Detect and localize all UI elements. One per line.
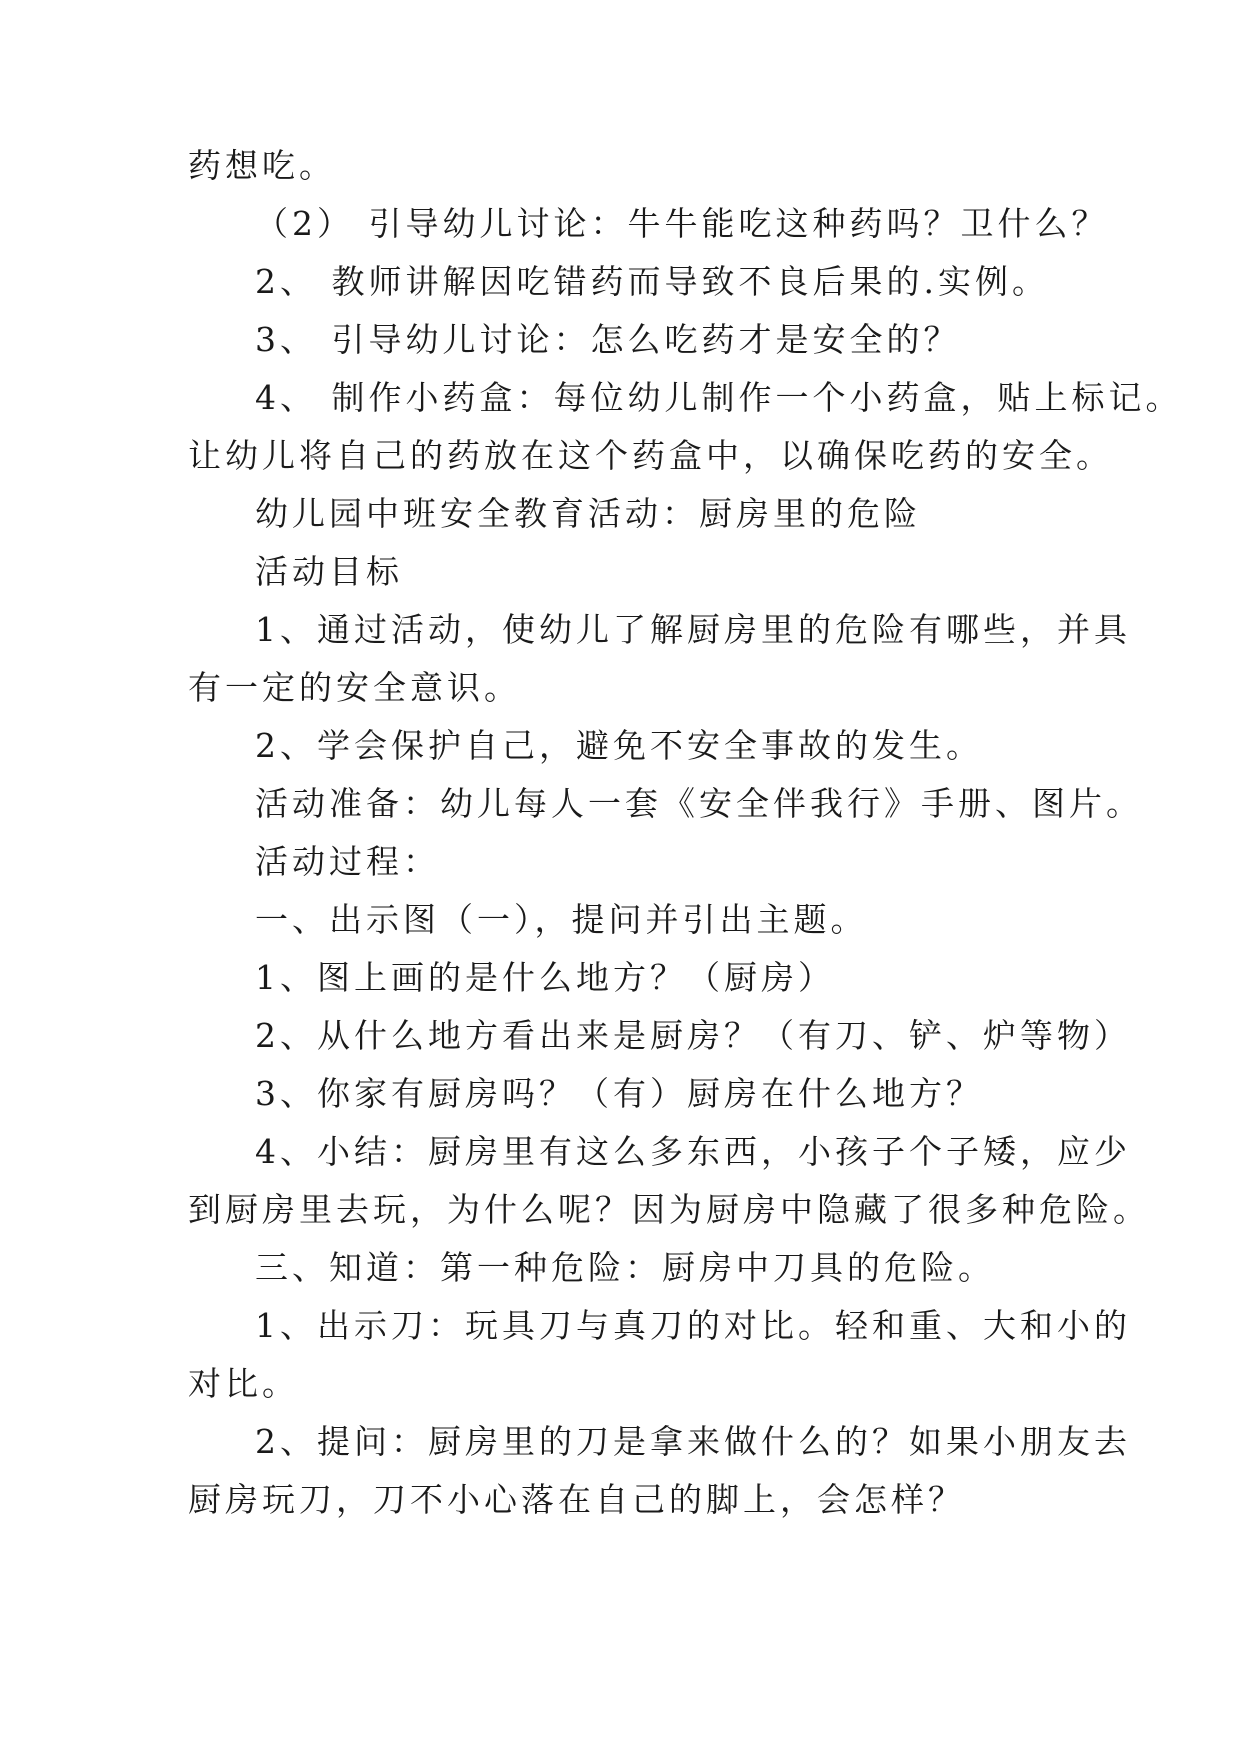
- text-line: （2） 引导幼儿讨论：牛牛能吃这种药吗？卫什么？: [255, 204, 1109, 243]
- text-line: 1、图上画的是什么地方？（厨房）: [255, 958, 835, 997]
- text-line: 三、知道：第一种危险：厨房中刀具的危险。: [255, 1248, 995, 1287]
- text-line: 4、 制作小药盒：每位幼儿制作一个小药盒，贴上标记。: [255, 378, 1183, 417]
- text-line: 3、你家有厨房吗？（有）厨房在什么地方？: [255, 1074, 983, 1113]
- text-line: 1、出示刀：玩具刀与真刀的对比。轻和重、大和小的: [255, 1306, 1131, 1345]
- text-line: 活动准备：幼儿每人一套《安全伴我行》手册、图片。: [255, 784, 1143, 823]
- text-line: 幼儿园中班安全教育活动：厨房里的危险: [255, 494, 921, 533]
- text-line: 2、 教师讲解因吃错药而导致不良后果的.实例。: [255, 262, 1049, 301]
- text-line: 3、 引导幼儿讨论：怎么吃药才是安全的？: [255, 320, 961, 359]
- text-line: 4、小结：厨房里有这么多东西，小孩子个子矮，应少: [255, 1132, 1131, 1171]
- text-line: 到厨房里去玩，为什么呢？因为厨房中隐藏了很多种危险。: [188, 1190, 1150, 1229]
- text-line: 2、提问：厨房里的刀是拿来做什么的？如果小朋友去: [255, 1422, 1131, 1461]
- text-line: 活动过程：: [255, 842, 440, 881]
- text-line: 厨房玩刀，刀不小心落在自己的脚上，会怎样？: [188, 1480, 965, 1519]
- text-line: 对比。: [188, 1364, 299, 1403]
- text-line: 2、学会保护自己，避免不安全事故的发生。: [255, 726, 983, 765]
- text-line: 2、从什么地方看出来是厨房？（有刀、铲、炉等物）: [255, 1016, 1131, 1055]
- text-line: 活动目标: [255, 552, 403, 591]
- text-line: 有一定的安全意识。: [188, 668, 521, 707]
- text-line: 1、通过活动，使幼儿了解厨房里的危险有哪些，并具: [255, 610, 1131, 649]
- text-line: 药想吃。: [188, 146, 336, 185]
- text-line: 一、出示图（一），提问并引出主题。: [255, 900, 868, 939]
- text-line: 让幼儿将自己的药放在这个药盒中，以确保吃药的安全。: [188, 436, 1113, 475]
